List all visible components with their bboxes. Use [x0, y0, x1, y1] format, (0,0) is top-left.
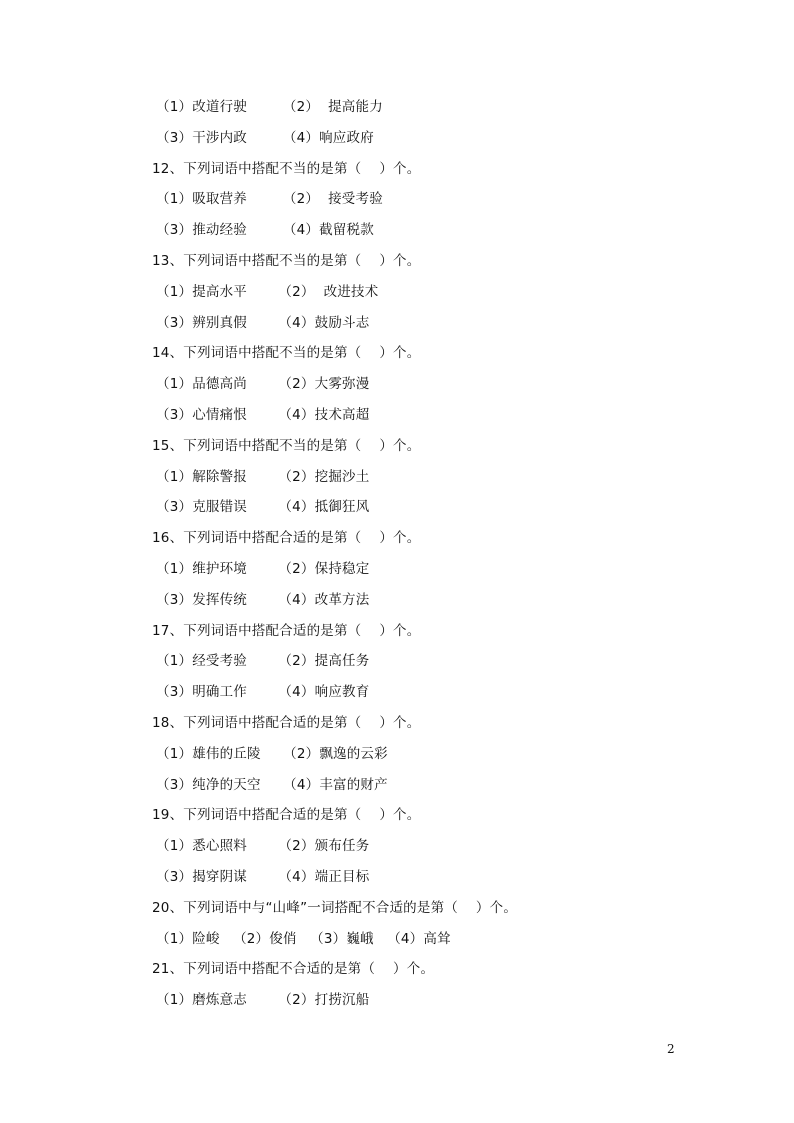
- question-line: 12、下列词语中搭配不当的是第（ ）个。: [152, 160, 421, 177]
- question-line: 15、下列词语中搭配不当的是第（ ）个。: [152, 437, 421, 454]
- option-line: （3）心情痛恨 （4）技术高超: [156, 406, 370, 423]
- option-line: （1）吸取营养 （2） 接受考验: [156, 191, 383, 208]
- page-number: 2: [667, 1042, 675, 1056]
- option-line: （3）干涉内政 （4）响应政府: [156, 129, 374, 146]
- option-line: （1）维护环境 （2）保持稳定: [156, 560, 370, 577]
- option-line: （3）纯净的天空 （4）丰富的财产: [156, 776, 388, 793]
- option-line: （3）发挥传统 （4）改革方法: [156, 591, 370, 608]
- question-line: 21、下列词语中搭配不合适的是第（ ）个。: [152, 961, 435, 978]
- option-line: （1）磨炼意志 （2）打捞沉船: [156, 992, 370, 1009]
- option-line: （1）改道行驶 （2） 提高能力: [156, 99, 383, 115]
- question-line: 17、下列词语中搭配合适的是第（ ）个。: [152, 622, 421, 639]
- question-line: 13、下列词语中搭配不当的是第（ ）个。: [152, 252, 421, 269]
- option-line: （1）经受考验 （2）提高任务: [156, 653, 370, 670]
- option-line: （3）揭穿阴谋 （4）端正目标: [156, 868, 370, 885]
- option-line: （1）悉心照料 （2）颁布任务: [156, 838, 370, 855]
- option-line: （1）品德高尚 （2）大雾弥漫: [156, 376, 370, 393]
- option-line: （3）推动经验 （4）截留税款: [156, 222, 374, 239]
- option-line: （1）险峻 （2）俊俏 （3）巍峨 （4）高耸: [156, 930, 451, 947]
- option-line: （3）克服错误 （4）抵御狂风: [156, 499, 370, 516]
- option-line: （3）明确工作 （4）响应教育: [156, 684, 370, 701]
- option-line: （1）提高水平 （2） 改进技术: [156, 283, 379, 300]
- question-list: [0, 92, 794, 1016]
- option-line: （1）解除警报 （2）挖掘沙土: [156, 468, 370, 485]
- question-line: 14、下列词语中搭配不当的是第（ ）个。: [152, 345, 421, 362]
- question-line: 19、下列词语中搭配合适的是第（ ）个。: [152, 807, 421, 824]
- question-line: 16、下列词语中搭配合适的是第（ ）个。: [152, 530, 421, 547]
- question-line: 18、下列词语中搭配合适的是第（ ）个。: [152, 714, 421, 731]
- option-line: （1）雄伟的丘陵 （2）飘逸的云彩: [156, 745, 388, 762]
- option-line: （3）辨别真假 （4）鼓励斗志: [156, 314, 370, 331]
- question-line: 20、下列词语中与“山峰”一词搭配不合适的是第（ ）个。: [152, 899, 518, 916]
